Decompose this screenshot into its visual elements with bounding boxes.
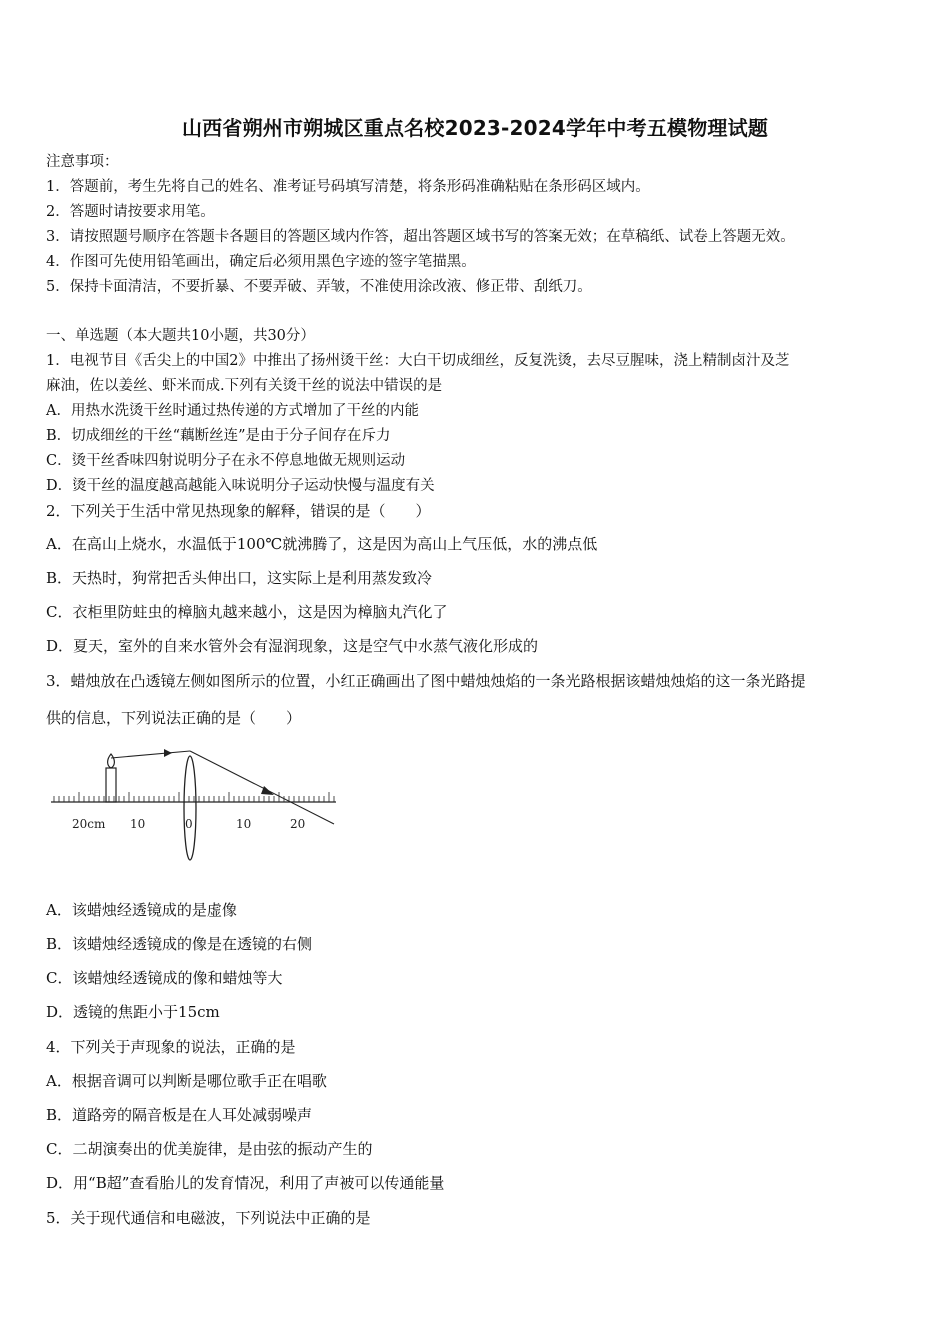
- convex-lens: [184, 756, 196, 860]
- q1-stem: 1．电视节目《舌尖上的中国2》中推出了扬州烫干丝：大白干切成细丝，反复洗烫，去尽豆腥味，浇上精制卤汁及芝: [46, 353, 790, 369]
- q3-stem: 3．蜡烛放在凸透镜左侧如图所示的位置，小红正确画出了图中蜡烛烛焰的一条光路根据该蜡烛烛焰的这一条光路提: [46, 672, 806, 690]
- q2-option-a: A．在高山上烧水，水温低于100℃就沸腾了，这是因为高山上气压低，水的沸点低: [46, 535, 598, 553]
- q4-option-d: D．用“B超”查看胎儿的发育情况，利用了声被可以传通能量: [46, 1174, 445, 1192]
- notice-heading: 注意事项：: [46, 154, 119, 170]
- flame-icon: [108, 754, 115, 768]
- lens-diagram: [46, 728, 346, 868]
- tick-label: 0: [185, 817, 193, 831]
- q4-option-b: B．道路旁的隔音板是在人耳处减弱噪声: [46, 1106, 313, 1124]
- notice-item: 4．作图可先使用铅笔画出，确定后必须用黑色字迹的签字笔描黑。: [46, 254, 476, 270]
- q5-stem: 5．关于现代通信和电磁波，下列说法中正确的是: [46, 1209, 371, 1227]
- ruler-ticks: [54, 792, 334, 802]
- notice-item: 3．请按照题号顺序在答题卡各题目的答题区域内作答，超出答题区域书写的答案无效；在草稿纸、试卷上答题无效。: [46, 229, 795, 245]
- incident-ray: [111, 751, 190, 758]
- q1-option-d: D．烫干丝的温度越高越能入味说明分子运动快慢与温度有关: [46, 478, 435, 494]
- q1-option-c: C．烫干丝香味四射说明分子在永不停息地做无规则运动: [46, 453, 406, 469]
- section-heading: 一、单选题（本大题共10小题，共30分）: [46, 328, 315, 344]
- q2-option-b: B．天热时，狗常把舌头伸出口，这实际上是利用蒸发致冷: [46, 569, 433, 587]
- q1-stem-cont: 麻油，佐以姜丝、虾米而成.下列有关烫干丝的说法中错误的是: [46, 378, 443, 394]
- ray-arrow-icon: [261, 786, 274, 795]
- q1-option-a: A．用热水洗烫干丝时通过热传递的方式增加了干丝的内能: [46, 403, 419, 419]
- notice-item: 5．保持卡面清洁，不要折暴、不要弄破、弄皱，不准使用涂改液、修正带、刮纸刀。: [46, 279, 592, 295]
- q1-option-b: B．切成细丝的干丝“藕断丝连”是由于分子间存在斥力: [46, 428, 391, 444]
- q3-option-d: D．透镜的焦距小于15cm: [46, 1003, 220, 1021]
- q2-option-d: D．夏天，室外的自来水管外会有湿润现象，这是空气中水蒸气液化形成的: [46, 637, 539, 655]
- refracted-ray: [190, 751, 334, 824]
- ray-arrow-icon: [164, 749, 172, 757]
- q2-stem: 2．下列关于生活中常见热现象的解释，错误的是（ ）: [46, 502, 431, 520]
- q2-option-c: C．衣柜里防蛀虫的樟脑丸越来越小，这是因为樟脑丸汽化了: [46, 603, 448, 621]
- tick-label: 10: [130, 817, 146, 831]
- tick-label: 20: [290, 817, 306, 831]
- notice-item: 2．答题时请按要求用笔。: [46, 204, 215, 220]
- q3-option-a: A．该蜡烛经透镜成的是虚像: [46, 901, 237, 919]
- page-title: 山西省朔州市朔城区重点名校2023-2024学年中考五模物理试题: [181, 116, 769, 140]
- q4-option-a: A．根据音调可以判断是哪位歌手正在唱歌: [46, 1072, 327, 1090]
- q4-stem: 4．下列关于声现象的说法，正确的是: [46, 1038, 296, 1056]
- q4-option-c: C．二胡演奏出的优美旋律，是由弦的振动产生的: [46, 1140, 373, 1158]
- notice-item: 1．答题前，考生先将自己的姓名、准考证号码填写清楚，将条形码准确粘贴在条形码区域内。: [46, 179, 650, 195]
- q3-option-b: B．该蜡烛经透镜成的像是在透镜的右侧: [46, 935, 313, 953]
- candle-icon: [106, 768, 116, 802]
- tick-label: 20cm: [72, 817, 106, 831]
- q3-option-c: C．该蜡烛经透镜成的像和蜡烛等大: [46, 969, 283, 987]
- tick-label: 10: [236, 817, 252, 831]
- q3-stem-cont: 供的信息，下列说法正确的是（ ）: [46, 709, 302, 727]
